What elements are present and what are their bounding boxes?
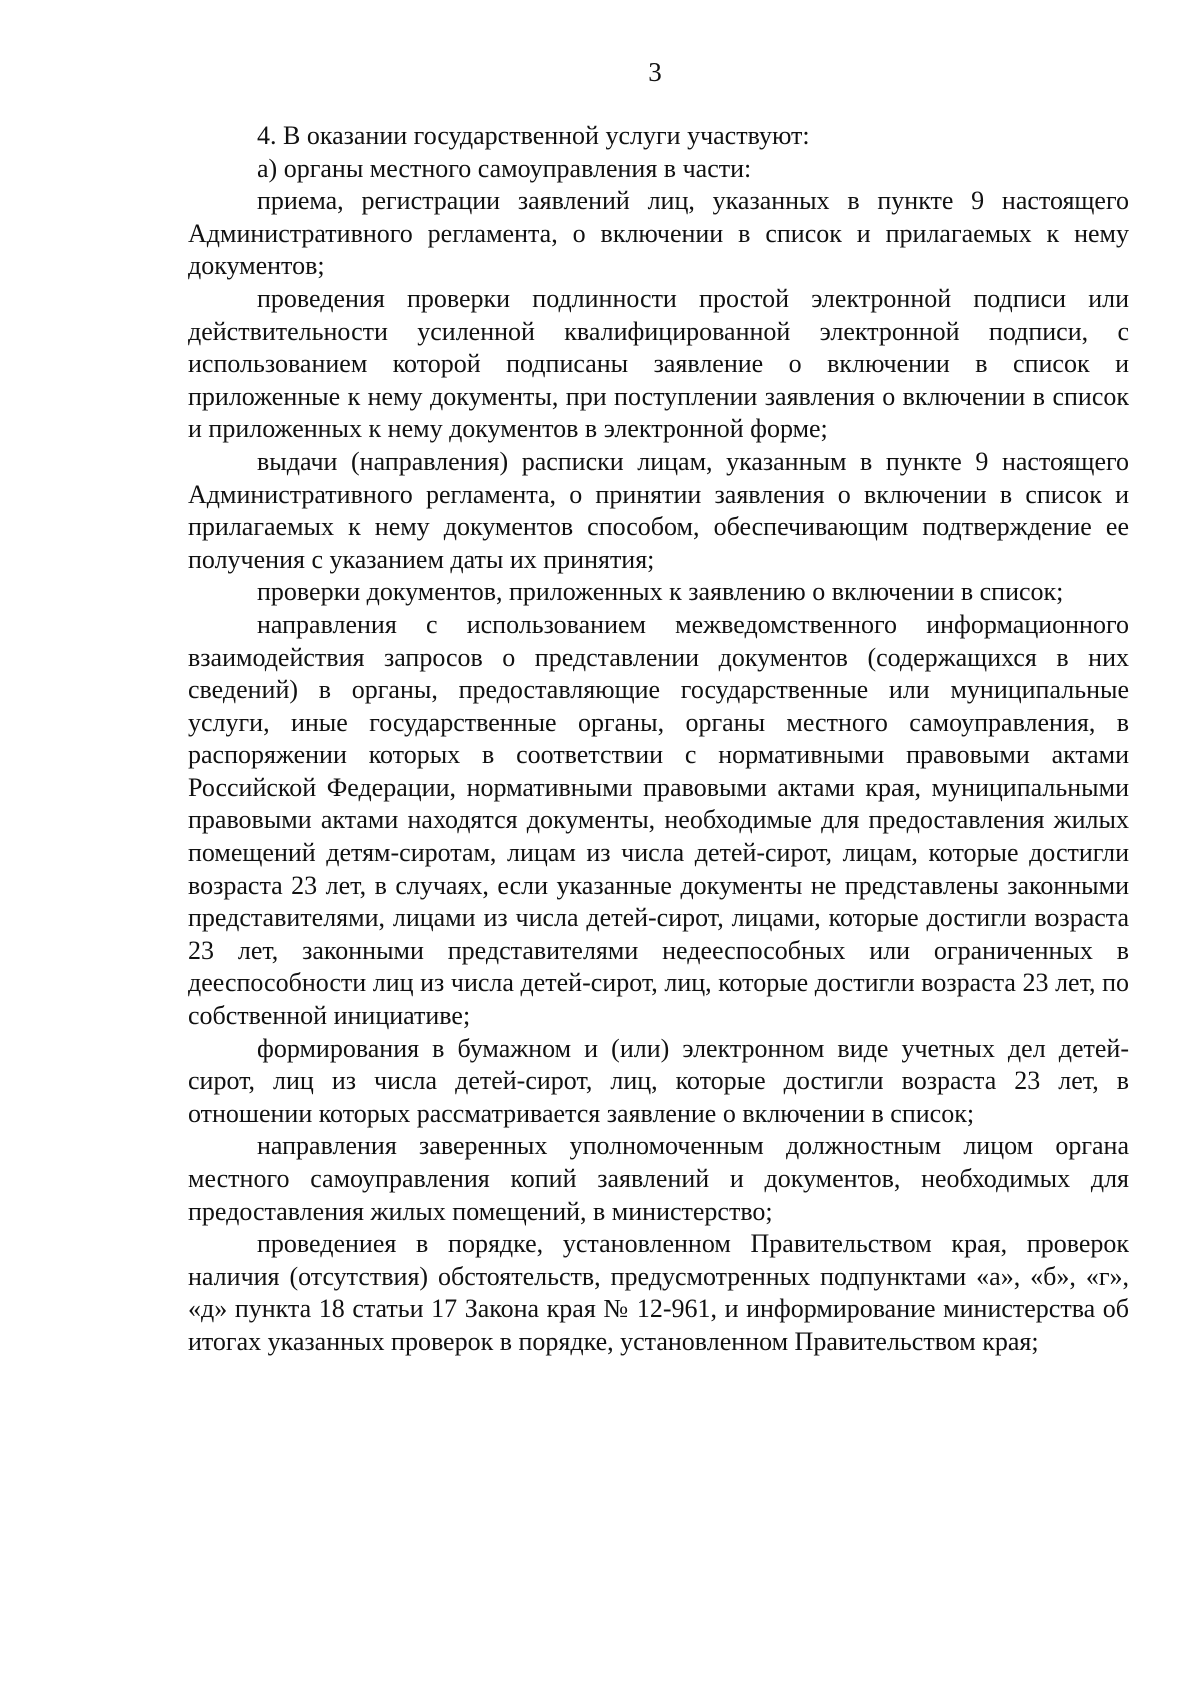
paragraph-circumstance-checks: проведениея в порядке, установленном Правительством края, проверок наличия (отсутствия) обстоятельств, предусмотренных подпунктами «а», «б», «г», «д» пункта 18 статьи 17 Закона края № 12-961, и информирование министерства об итогах указанных проверок в порядке, установленном Правительством края; [188, 1229, 1129, 1356]
paragraph-copies-to-ministry: направления заверенных уполномоченным должностным лицом органа местного самоуправления копий заявлений и документов, необходимых для предоставления жилых помещений, в министерство; [188, 1131, 1129, 1226]
paragraph-case-files: формирования в бумажном и (или) электронном виде учетных дел детей-сирот, лиц из числа детей-сирот, лиц, которые достигли возраста 23 лет, в отношении которых рассматривается заявление о включении в список; [188, 1033, 1129, 1128]
paragraph-reception-registration: приема, регистрации заявлений лиц, указанных в пункте 9 настоящего Административного регламента, о включении в список и прилагаемых к нему документов; [188, 186, 1129, 281]
paragraph-signature-verification: проведения проверки подлинности простой электронной подписи или действительности усиленной квалифицированной электронной подписи, с использованием которой подписаны заявление о включении в список и приложенные к нему документы, при поступлении заявления о включении в список и приложенных к нему документов в электронной форме; [188, 283, 1129, 444]
paragraph-receipt-issuance: выдачи (направления) расписки лицам, указанным в пункте 9 настоящего Административного регламента, о принятии заявления о включении в список и прилагаемых к нему документов способом, обеспечивающим подтверждение ее получения с указанием даты их принятия; [188, 446, 1129, 574]
document-body [188, 120, 1129, 1359]
paragraph-subsection-a: а) органы местного самоуправления в части: [257, 153, 752, 183]
paragraph-section-4-heading: 4. В оказании государственной услуги участвуют: [257, 121, 810, 150]
paragraph-document-check: проверки документов, приложенных к заявлению о включении в список; [257, 577, 1064, 607]
page-number: 3 [648, 57, 662, 87]
paragraph-interagency-requests: направления с использованием межведомственного информационного взаимодействия запросов о представлении документов (содержащихся в них сведений) в органы, предоставляющие государственные или муниципальные услуги, иные государственные органы, органы местного самоуправления, в распоряжении которых в соответствии с нормативными правовыми актами Российской Федерации, нормативными правовыми актами края, муниципальными правовыми актами находятся документы, необходимые для предоставления жилых помещений детям-сиротам, лицам из числа детей-сирот, лицам, которые достигли возраста 23 лет, в случаях, если указанные документы не представлены законными представителями, лицами из числа детей-сирот, лицами, которые достигли возраста 23 лет, законными представителями недееспособных или ограниченных в дееспособности лиц из числа детей-сирот, лиц, которые достигли возраста 23 лет, по собственной инициативе; [188, 609, 1129, 1031]
